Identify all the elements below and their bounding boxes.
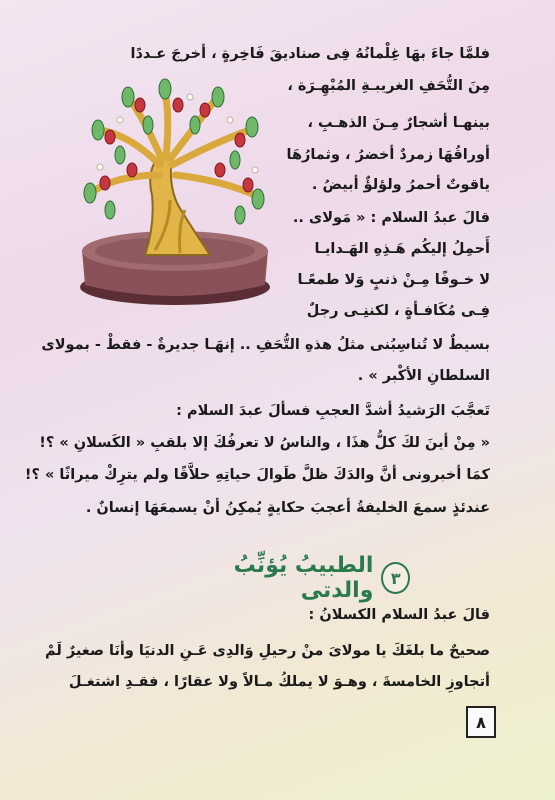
text-line: قالَ عبدُ السلام : « مَولاى .. [292,210,490,226]
text-line: فلمَّا جاءَ بهَا غِلْمانُهُ فِى صناديقَ فَاخِرةٍ ، أخرجَ عـددًا [130,46,490,62]
text-line: صحيحٌ ما بلغَكَ يا مولاىَ منْ رحيلِ وَالدِى عَـنِ الدنيَا وأنَا صغيرٌ لَمْ [44,643,490,659]
section-heading [180,553,410,603]
page-number: ٨ [466,706,496,738]
text-line: بينهـا أشجارٌ مِـنَ الذهـبِ ، [307,115,490,131]
text-line: تَعجَّبَ الرَشيدُ أشدَّ العجبِ فسألَ عبدَ السلام : [176,403,490,419]
text-line: مِنَ التُّحَفِ الغريبـةِ المُبْهِـرَة ، [287,78,490,94]
text-line: لا خـوفًا مِـنْ ذنبٍ وَلا طمعًـا [297,272,490,288]
text-line: كمَا أخبرونى أنَّ والدَكَ ظلَّ طَوالَ حياتِهِ حلاَّقًا ولم يترِكْ ميراثًا » ؟! [24,467,490,483]
text-line: أَحمِلُ إليكُم هَـذِهِ الهَـدايـا [314,241,490,257]
text-line: أوراقُهَا زمردٌ أخضرُ ، وثمارُهَا [286,147,490,163]
text-line: عندئذٍ سمعَ الخليفةُ أعجبَ حكايةٍ يُمكِنُ أنْ يسمعَهَا إنسانٌ . [85,500,490,516]
text-line: السلطانِ الأكْبر » . [357,368,490,384]
text-line: ياقوتٌ أحمرُ ولؤلؤٌ أبيضُ . [311,177,490,193]
text-line: قالَ عبدُ السلام الكسلانُ : [308,607,490,623]
section-title: الطبيبُ يُؤنِّبُ والدتى [233,553,374,603]
text-line: فِـى مُكَافـأةٍ ، لكننِـى رجلٌ [306,303,490,319]
text-line: بسيطٌ لا تُناسِبُنى مثلُ هذهِ التُّحَفِ .. إنهَـا جديرةٌ - فقطْ - بمولاى [41,337,490,353]
golden-tree-illustration [60,75,290,315]
text-line: أتجاوزِ الخامسةَ ، وهـوَ لا يملكُ مـالاً ولا عقارًا ، فقـدِ اشتغـلَ [68,674,490,690]
section-number: ٣ [381,562,410,594]
text-line: « مِنْ أينَ لكَ كلُّ هذَا ، والناسُ لا تعرفُكَ إلا بلقبِ « الكَسلانِ » ؟! [39,435,490,451]
